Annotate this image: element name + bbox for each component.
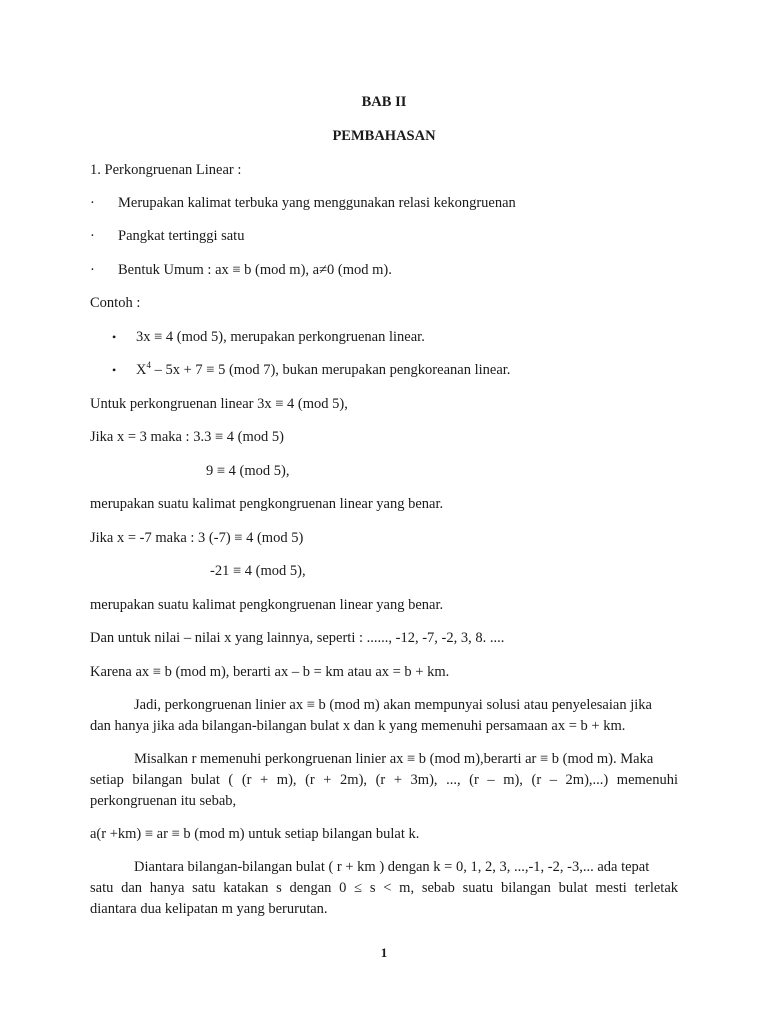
paragraph-line: Jadi, perkongruenan linier ax ≡ b (mod m) akan mempunyai solusi atau penyelesaian jika — [134, 697, 652, 713]
bullet-marker: · — [90, 262, 95, 278]
body-line: Dan untuk nilai – nilai x yang lainnya, seperti : ......, -12, -7, -2, 3, 8. .... — [90, 630, 505, 646]
paragraph-line: setiap bilangan bulat ( (r + m), (r + 2m), (r + 3m), ..., (r – m), (r – 2m),...) memenuhi — [90, 772, 678, 788]
chapter-label: BAB II — [361, 94, 407, 110]
body-line: 9 ≡ 4 (mod 5), — [206, 463, 290, 479]
body-line: merupakan suatu kalimat pengkongruenan linear yang benar. — [90, 496, 444, 512]
definition-text: Bentuk Umum : ax ≡ b (mod m), a≠0 (mod m). — [118, 262, 392, 278]
example-remainder: – 5x + 7 ≡ 5 (mod 7), bukan merupakan pengkoreanan linear. — [150, 362, 511, 378]
paragraph-line: diantara dua kelipatan m yang berurutan. — [90, 901, 328, 917]
paragraph-line: dan hanya jika ada bilangan-bilangan bulat x dan k yang memenuhi persamaan ax = b + km. — [90, 718, 626, 734]
example-variable: X — [136, 362, 147, 378]
page-title: PEMBAHASAN — [332, 128, 436, 144]
paragraph-line: Misalkan r memenuhi perkongruenan linier ax ≡ b (mod m),berarti ar ≡ b (mod m). Maka — [134, 751, 654, 767]
section-heading: 1. Perkongruenan Linear : — [90, 162, 242, 178]
paragraph-line: perkongruenan itu sebab, — [90, 793, 237, 809]
paragraph-line: satu dan hanya satu katakan s dengan 0 ≤ s < m, sebab suatu bilangan bulat mesti terletak — [90, 880, 678, 896]
definition-text: Merupakan kalimat terbuka yang menggunakan relasi kekongruenan — [118, 195, 516, 211]
bullet-marker: • — [112, 330, 117, 344]
exponent: 4 — [146, 360, 151, 370]
body-line: Untuk perkongruenan linear 3x ≡ 4 (mod 5), — [90, 396, 348, 412]
body-line: -21 ≡ 4 (mod 5), — [210, 563, 306, 579]
bullet-marker: • — [112, 363, 117, 377]
bullet-marker: · — [90, 228, 95, 244]
example-label: Contoh : — [90, 295, 141, 311]
body-line: Jika x = -7 maka : 3 (-7) ≡ 4 (mod 5) — [90, 530, 304, 546]
paragraph-line: Diantara bilangan-bilangan bulat ( r + km ) dengan k = 0, 1, 2, 3, ...,-1, -2, -3,... ada tepat — [134, 859, 650, 875]
body-line: Karena ax ≡ b (mod m), berarti ax – b = km atau ax = b + km. — [90, 664, 450, 680]
page-number: 1 — [380, 945, 388, 960]
example-text — [136, 361, 510, 379]
bullet-marker: · — [90, 195, 95, 211]
body-line: merupakan suatu kalimat pengkongruenan linear yang benar. — [90, 597, 444, 613]
paragraph-line: a(r +km) ≡ ar ≡ b (mod m) untuk setiap bilangan bulat k. — [90, 826, 420, 842]
body-line: Jika x = 3 maka : 3.3 ≡ 4 (mod 5) — [90, 429, 284, 445]
definition-text: Pangkat tertinggi satu — [118, 228, 245, 244]
example-text: 3x ≡ 4 (mod 5), merupakan perkongruenan linear. — [136, 329, 425, 345]
